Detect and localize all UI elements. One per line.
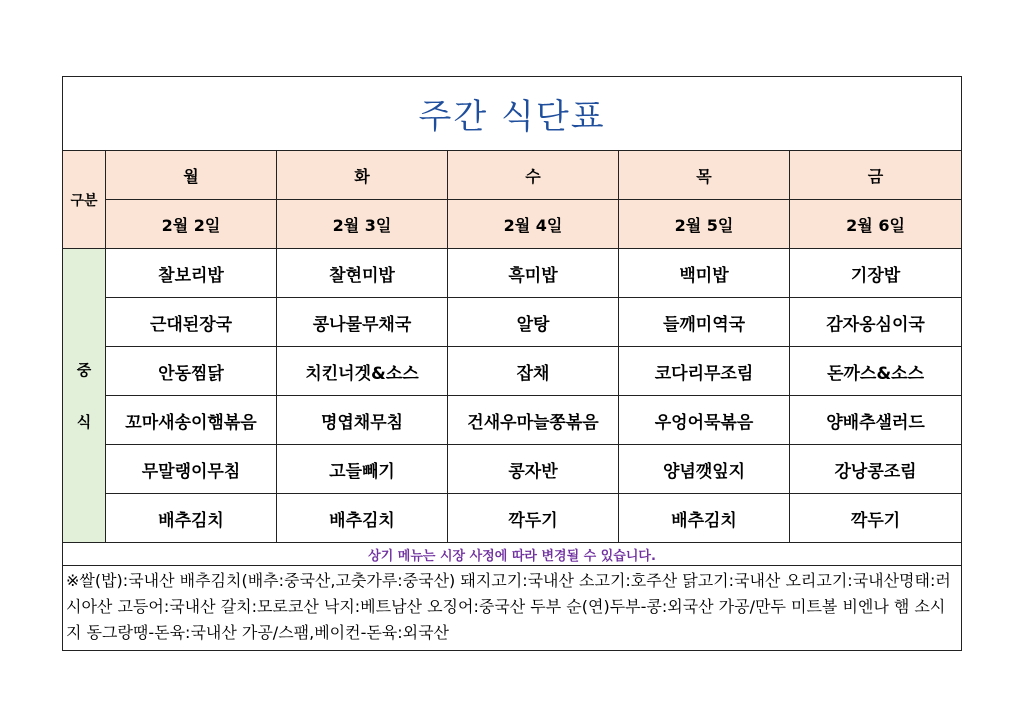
menu-change-notice: 상기 메뉴는 시장 사정에 따라 변경될 수 있습니다. <box>63 543 962 566</box>
menu-cell: 근대된장국 <box>106 298 277 347</box>
day-header-mon: 월 <box>106 151 277 200</box>
menu-cell: 깍두기 <box>448 494 619 543</box>
date-header-wed: 2월 4일 <box>448 200 619 249</box>
menu-cell: 꼬마새송이햄볶음 <box>106 396 277 445</box>
day-header-fri: 금 <box>790 151 962 200</box>
menu-cell: 잡채 <box>448 347 619 396</box>
menu-cell: 백미밥 <box>619 249 790 298</box>
menu-cell: 양배추샐러드 <box>790 396 962 445</box>
menu-cell: 알탕 <box>448 298 619 347</box>
page-title: 주간 식단표 <box>63 77 962 151</box>
menu-cell: 감자옹심이국 <box>790 298 962 347</box>
menu-cell: 돈까스&소스 <box>790 347 962 396</box>
menu-row <box>63 445 962 494</box>
weekly-menu-table <box>62 76 962 651</box>
origin-info: ※쌀(밥):국내산 배추김치(배추:중국산,고춧가루:중국산) 돼지고기:국내산 소고기:호주산 닭고기:국내산 오리고기:국내산명태:러시아산 고등어:국내산 갈치:모로코산 낙지:베트남산 오징어:중국산 두부 순(연)두부-콩:외국산 가공/만두 미트볼 비엔나 햄 소시지 동그랑땡-돈육:국내산 가공/스팸,베이컨-돈육:외국산 <box>63 566 962 651</box>
day-header-tue: 화 <box>277 151 448 200</box>
menu-cell: 찰현미밥 <box>277 249 448 298</box>
menu-row <box>63 347 962 396</box>
menu-cell: 들깨미역국 <box>619 298 790 347</box>
meal-label-char: 식 <box>76 412 92 431</box>
date-header-mon: 2월 2일 <box>106 200 277 249</box>
date-header-fri: 2월 6일 <box>790 200 962 249</box>
category-label: 구분 <box>63 151 106 249</box>
menu-cell: 건새우마늘쫑볶음 <box>448 396 619 445</box>
menu-cell: 강낭콩조림 <box>790 445 962 494</box>
menu-cell: 찰보리밥 <box>106 249 277 298</box>
meal-label-char: 중 <box>76 360 92 379</box>
menu-cell: 배추김치 <box>277 494 448 543</box>
day-header-wed: 수 <box>448 151 619 200</box>
menu-cell: 코다리무조림 <box>619 347 790 396</box>
menu-row <box>63 396 962 445</box>
menu-cell: 우엉어묵볶음 <box>619 396 790 445</box>
menu-cell: 배추김치 <box>106 494 277 543</box>
menu-row <box>63 298 962 347</box>
menu-cell: 무말랭이무침 <box>106 445 277 494</box>
menu-cell: 안동찜닭 <box>106 347 277 396</box>
menu-cell: 흑미밥 <box>448 249 619 298</box>
menu-cell: 깍두기 <box>790 494 962 543</box>
menu-cell: 명엽채무침 <box>277 396 448 445</box>
date-header-tue: 2월 3일 <box>277 200 448 249</box>
menu-cell: 고들빼기 <box>277 445 448 494</box>
menu-cell: 배추김치 <box>619 494 790 543</box>
day-header-thu: 목 <box>619 151 790 200</box>
menu-cell: 치킨너겟&소스 <box>277 347 448 396</box>
menu-row <box>63 494 962 543</box>
menu-cell: 콩자반 <box>448 445 619 494</box>
menu-cell: 양념깻잎지 <box>619 445 790 494</box>
date-header-thu: 2월 5일 <box>619 200 790 249</box>
meal-label-lunch <box>63 249 106 543</box>
menu-cell: 콩나물무채국 <box>277 298 448 347</box>
menu-row <box>63 249 962 298</box>
menu-cell: 기장밥 <box>790 249 962 298</box>
